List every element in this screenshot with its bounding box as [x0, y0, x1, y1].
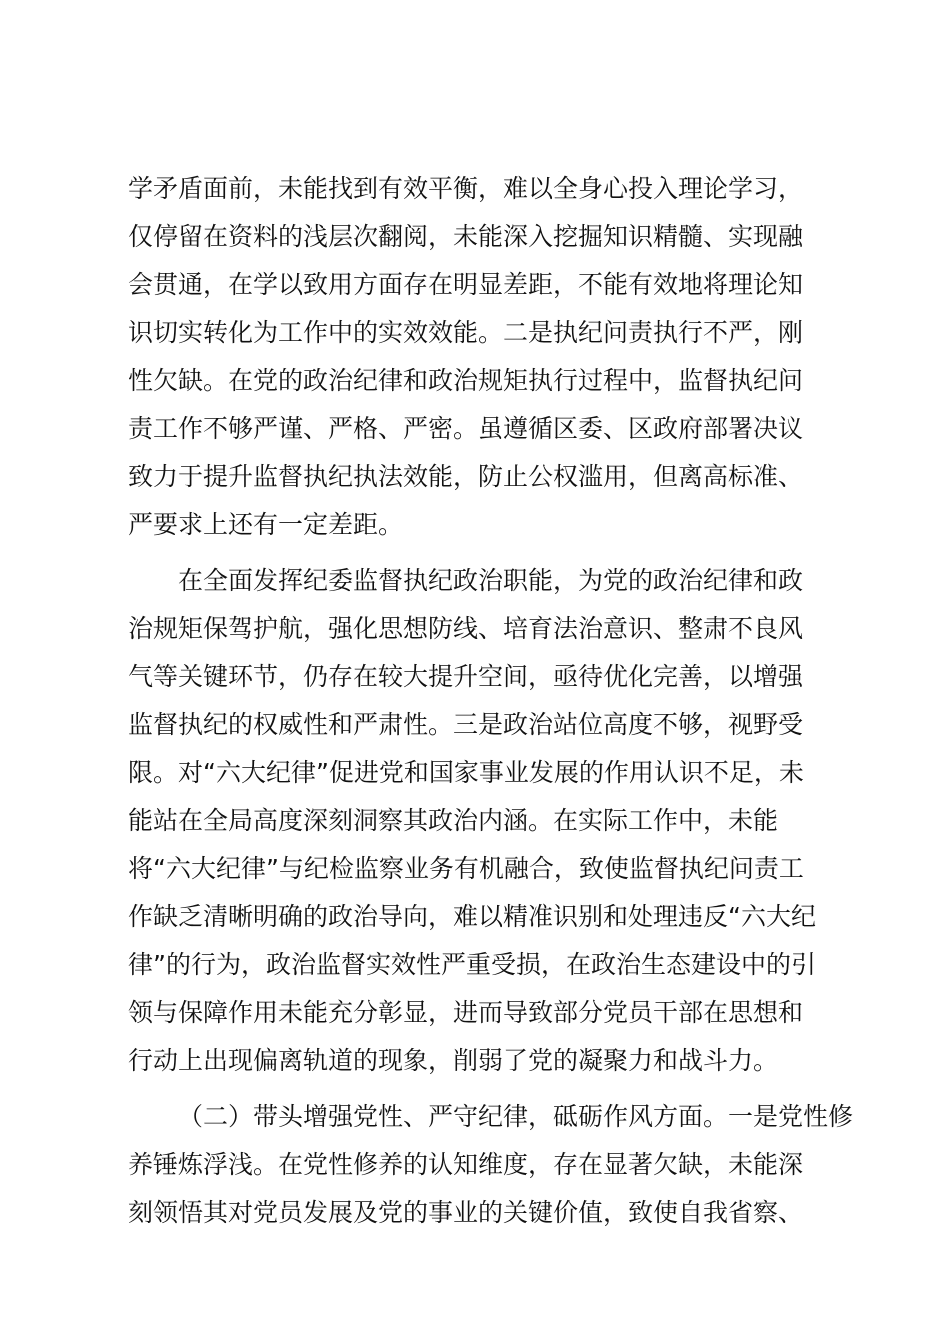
paragraph-2 [128, 557, 828, 1085]
text-line: 严要求上还有一定差距。 [128, 510, 404, 539]
text-line: 律”的行为，政治监督实效性严重受损，在政治生态建设中的引 [128, 950, 816, 979]
text-line: 治规矩保驾护航，强化思想防线、培育法治意识、整肃不良风 [128, 614, 804, 643]
text-line: 养锤炼浮浅。在党性修养的认知维度，存在显著欠缺，未能深 [128, 1150, 804, 1179]
text-line: 刻领悟其对党员发展及党的事业的关键价值，致使自我省察、 [128, 1198, 804, 1227]
paragraph-1 [128, 165, 828, 549]
text-line: 在全面发挥纪委监督执纪政治职能，为党的政治纪律和政 [178, 566, 804, 595]
text-line: 会贯通，在学以致用方面存在明显差距，不能有效地将理论知 [128, 270, 804, 299]
text-line: 性欠缺。在党的政治纪律和政治规矩执行过程中，监督执纪问 [128, 366, 804, 395]
text-line: 作缺乏清晰明确的政治导向，难以精准识别和处理违反“六大纪 [128, 902, 816, 931]
text-line: 学矛盾面前，未能找到有效平衡，难以全身心投入理论学习， [128, 174, 804, 203]
text-line: 限。对“六大纪律”促进党和国家事业发展的作用认识不足，未 [128, 758, 804, 787]
text-line: 行动上出现偏离轨道的现象，削弱了党的凝聚力和战斗力。 [128, 1046, 779, 1075]
text-line: （二）带头增强党性、严守纪律，砥砺作风方面。一是党性修 [178, 1102, 854, 1131]
text-line: 监督执纪的权威性和严肃性。三是政治站位高度不够，视野受 [128, 710, 804, 739]
text-line: 识切实转化为工作中的实效效能。二是执纪问责执行不严，刚 [128, 318, 804, 347]
text-line: 气等关键环节，仍存在较大提升空间，亟待优化完善，以增强 [128, 662, 804, 691]
text-line: 仅停留在资料的浅层次翻阅，未能深入挖掘知识精髓、实现融 [128, 222, 804, 251]
document-body [128, 165, 854, 1237]
text-line: 能站在全局高度深刻洞察其政治内涵。在实际工作中，未能 [128, 806, 779, 835]
paragraph-3 [128, 1093, 854, 1237]
text-line: 责工作不够严谨、严格、严密。虽遵循区委、区政府部署决议 [128, 414, 804, 443]
text-line: 领与保障作用未能充分彰显，进而导致部分党员干部在思想和 [128, 998, 804, 1027]
text-line: 致力于提升监督执纪执法效能，防止公权滥用，但离高标准、 [128, 462, 804, 491]
text-line: 将“六大纪律”与纪检监察业务有机融合，致使监督执纪问责工 [128, 854, 804, 883]
